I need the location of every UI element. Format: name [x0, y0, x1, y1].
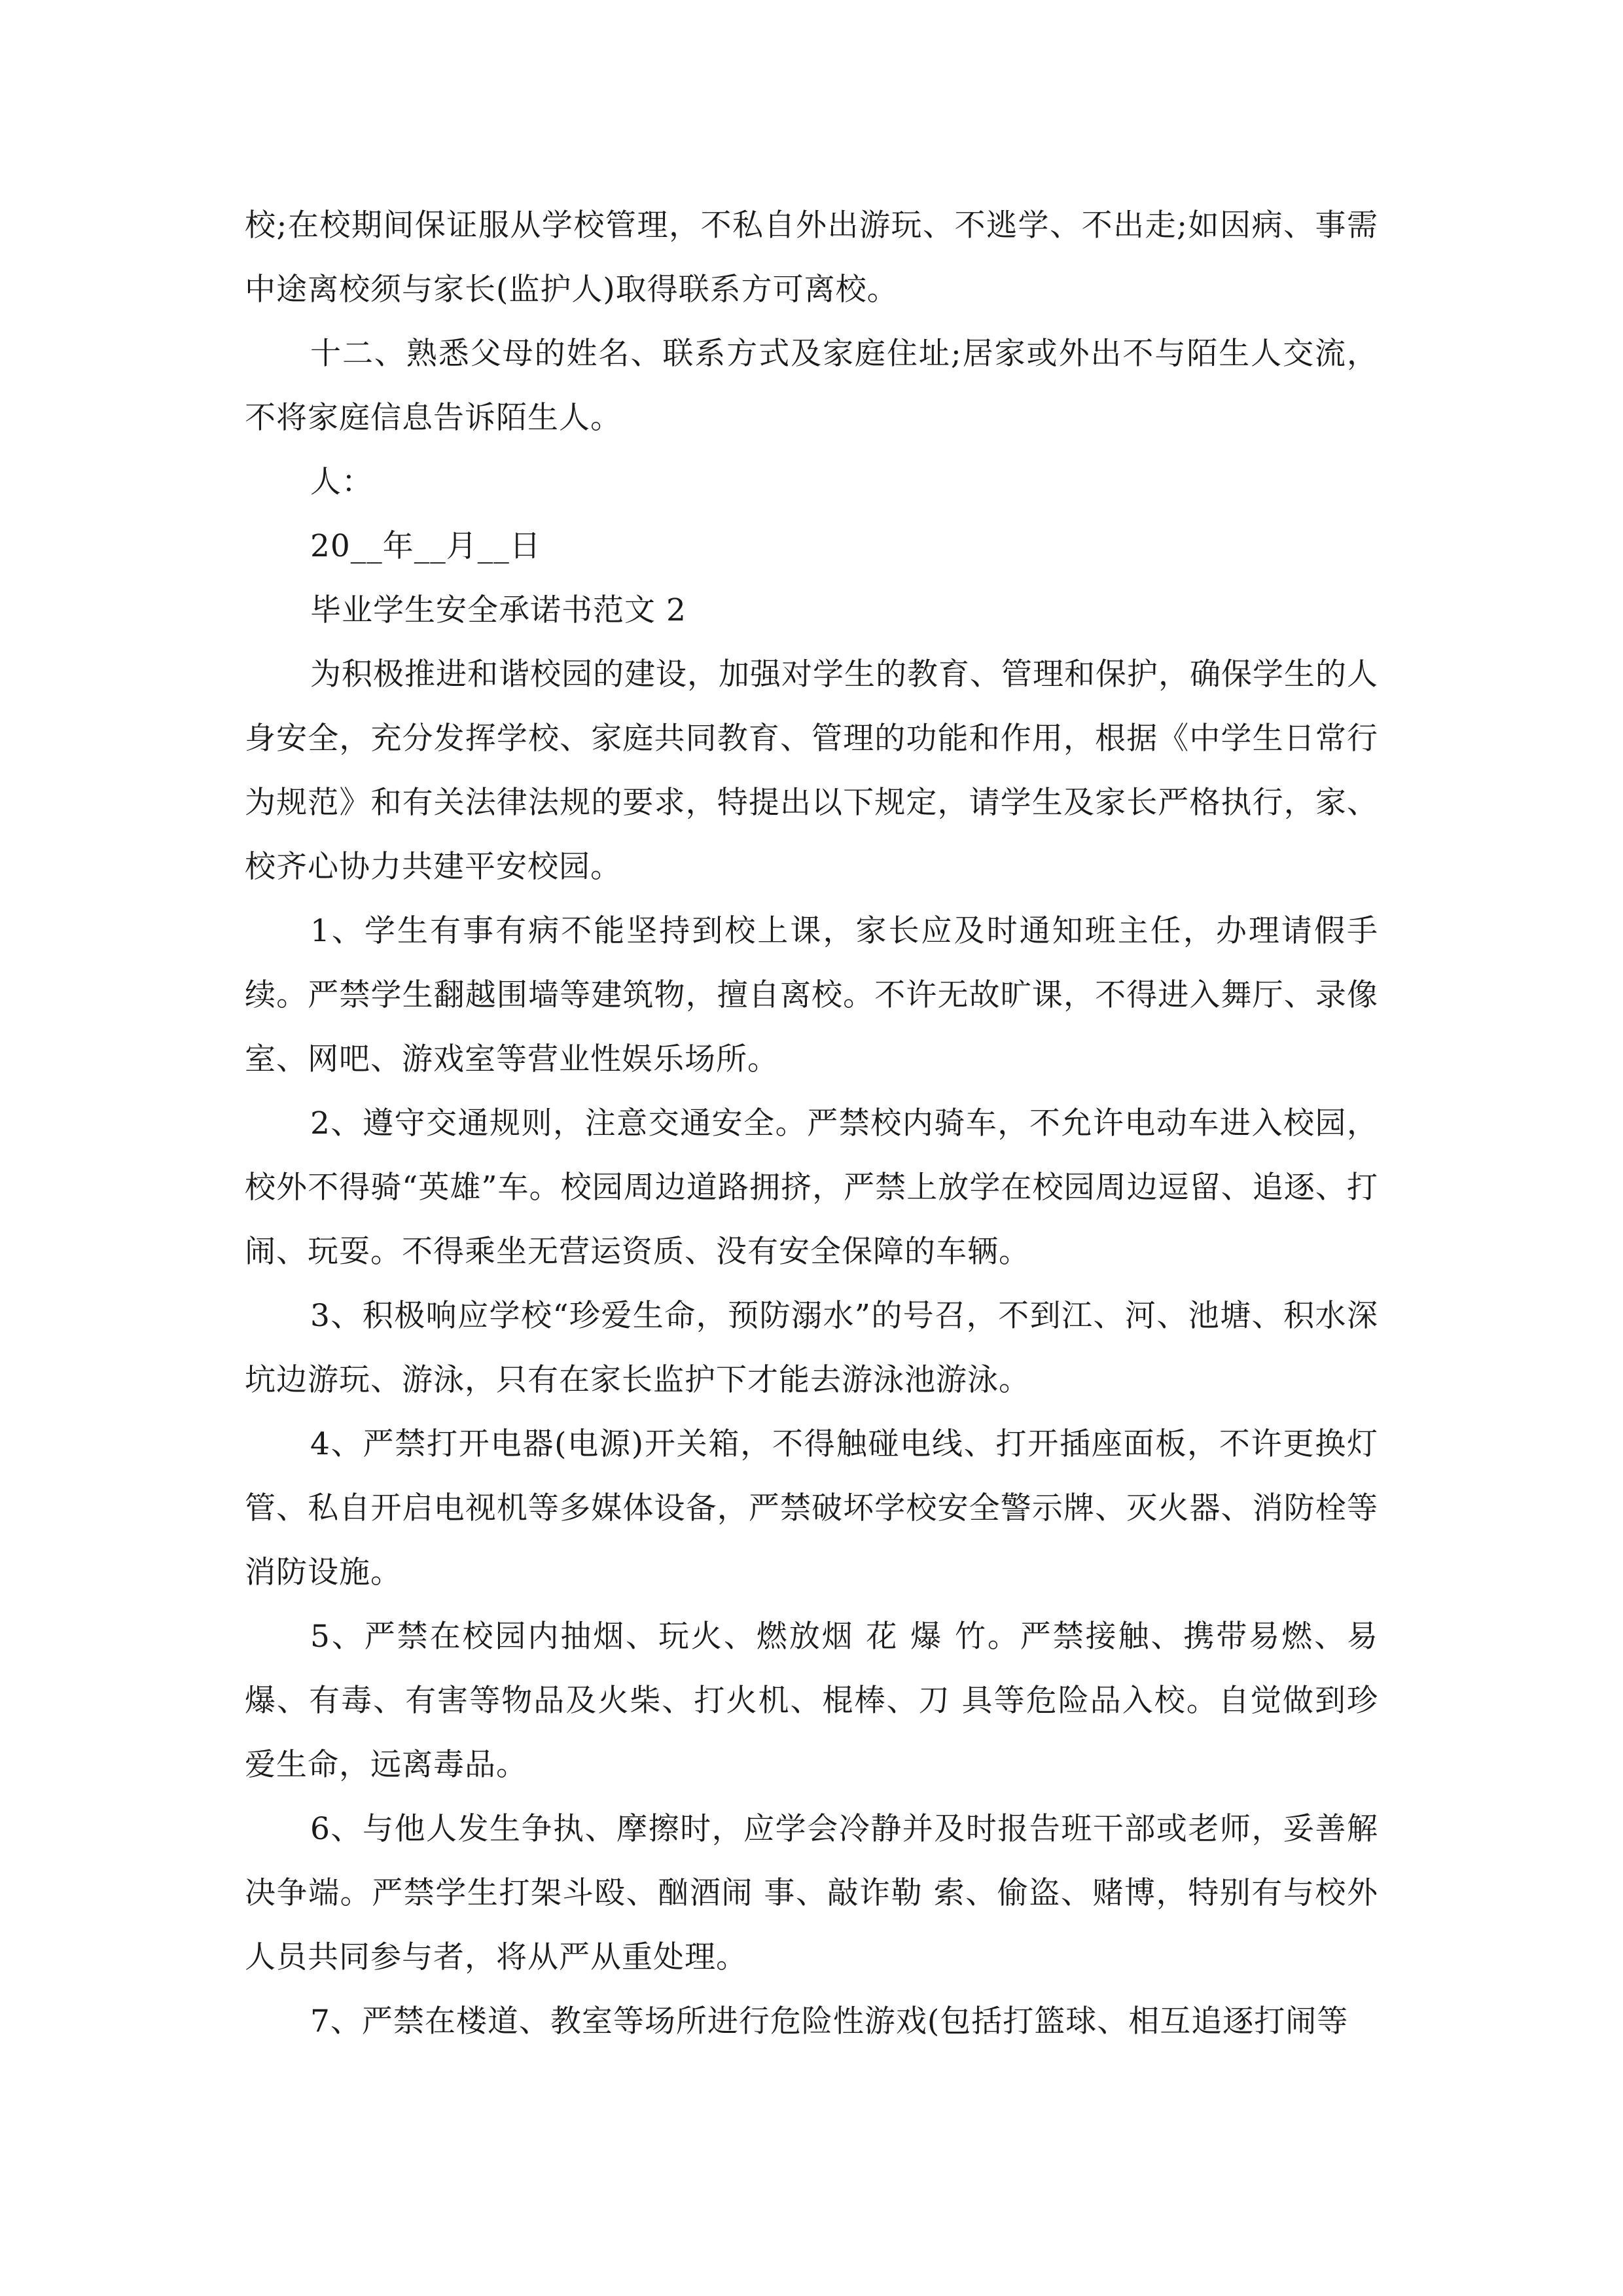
paragraph-item-12: 十二、熟悉父母的姓名、联系方式及家庭住址;居家或外出不与陌生人交流，不将家庭信息告诉陌生人。: [245, 336, 1378, 436]
paragraph-rule-1: 1、学生有事有病不能坚持到校上课，家长应及时通知班主任，办理请假手续。严禁学生翻越围墙等建筑物，擅自离校。不许无故旷课，不得进入舞厅、录像室、网吧、游戏室等营业性娱乐场所。: [245, 913, 1378, 1077]
signer-line: 人：: [310, 464, 373, 500]
section-title: 毕业学生安全承诺书范文 2: [310, 592, 687, 628]
paragraph-rule-5: 5、严禁在校园内抽烟、玩火、燃放烟 花 爆 竹。严禁接触、携带易燃、易爆、有毒、有害等物品及火柴、打火机、棍棒、刀 具等危险品入校。自觉做到珍爱生命，远离毒品。: [245, 1619, 1378, 1783]
paragraph-rule-6: 6、与他人发生争执、摩擦时，应学会冷静并及时报告班干部或老师，妥善解决争端。严禁学生打架斗殴、酗酒闹 事、敲诈勒 索、偷盗、赌博，特别有与校外人员共同参与者，将从严从重处理。: [245, 1811, 1378, 1975]
paragraph-rule-2: 2、遵守交通规则，注意交通安全。严禁校内骑车，不允许电动车进入校园，校外不得骑“英雄”车。校园周边道路拥挤，严禁上放学在校园周边逗留、追逐、打闹、玩耍。不得乘坐无营运资质、没有安全保障的车辆。: [245, 1105, 1378, 1270]
paragraph-intro: 为积极推进和谐校园的建设，加强对学生的教育、管理和保护，确保学生的人身安全，充分发挥学校、家庭共同教育、管理的功能和作用，根据《中学生日常行为规范》和有关法律法规的要求，特提出以下规定，请学生及家长严格执行，家、校齐心协力共建平安校园。: [245, 656, 1378, 885]
paragraph-rule-7: 7、严禁在楼道、教室等场所进行危险性游戏(包括打篮球、相互追逐打闹等: [310, 2003, 1349, 2039]
date-line: 20__年__月__日: [310, 528, 541, 564]
paragraph-rule-3: 3、积极响应学校“珍爱生命，预防溺水”的号召，不到江、河、池塘、积水深坑边游玩、游泳，只有在家长监护下才能去游泳池游泳。: [245, 1298, 1378, 1398]
paragraph-continuation: 校;在校期间保证服从学校管理，不私自外出游玩、不逃学、不出走;如因病、事需中途离校须与家长(监护人)取得联系方可离校。: [245, 207, 1378, 308]
document-body: [245, 194, 1378, 2054]
paragraph-rule-4: 4、严禁打开电器(电源)开关箱，不得触碰电线、打开插座面板，不许更换灯管、私自开启电视机等多媒体设备，严禁破坏学校安全警示牌、灭火器、消防栓等消防设施。: [245, 1426, 1378, 1590]
